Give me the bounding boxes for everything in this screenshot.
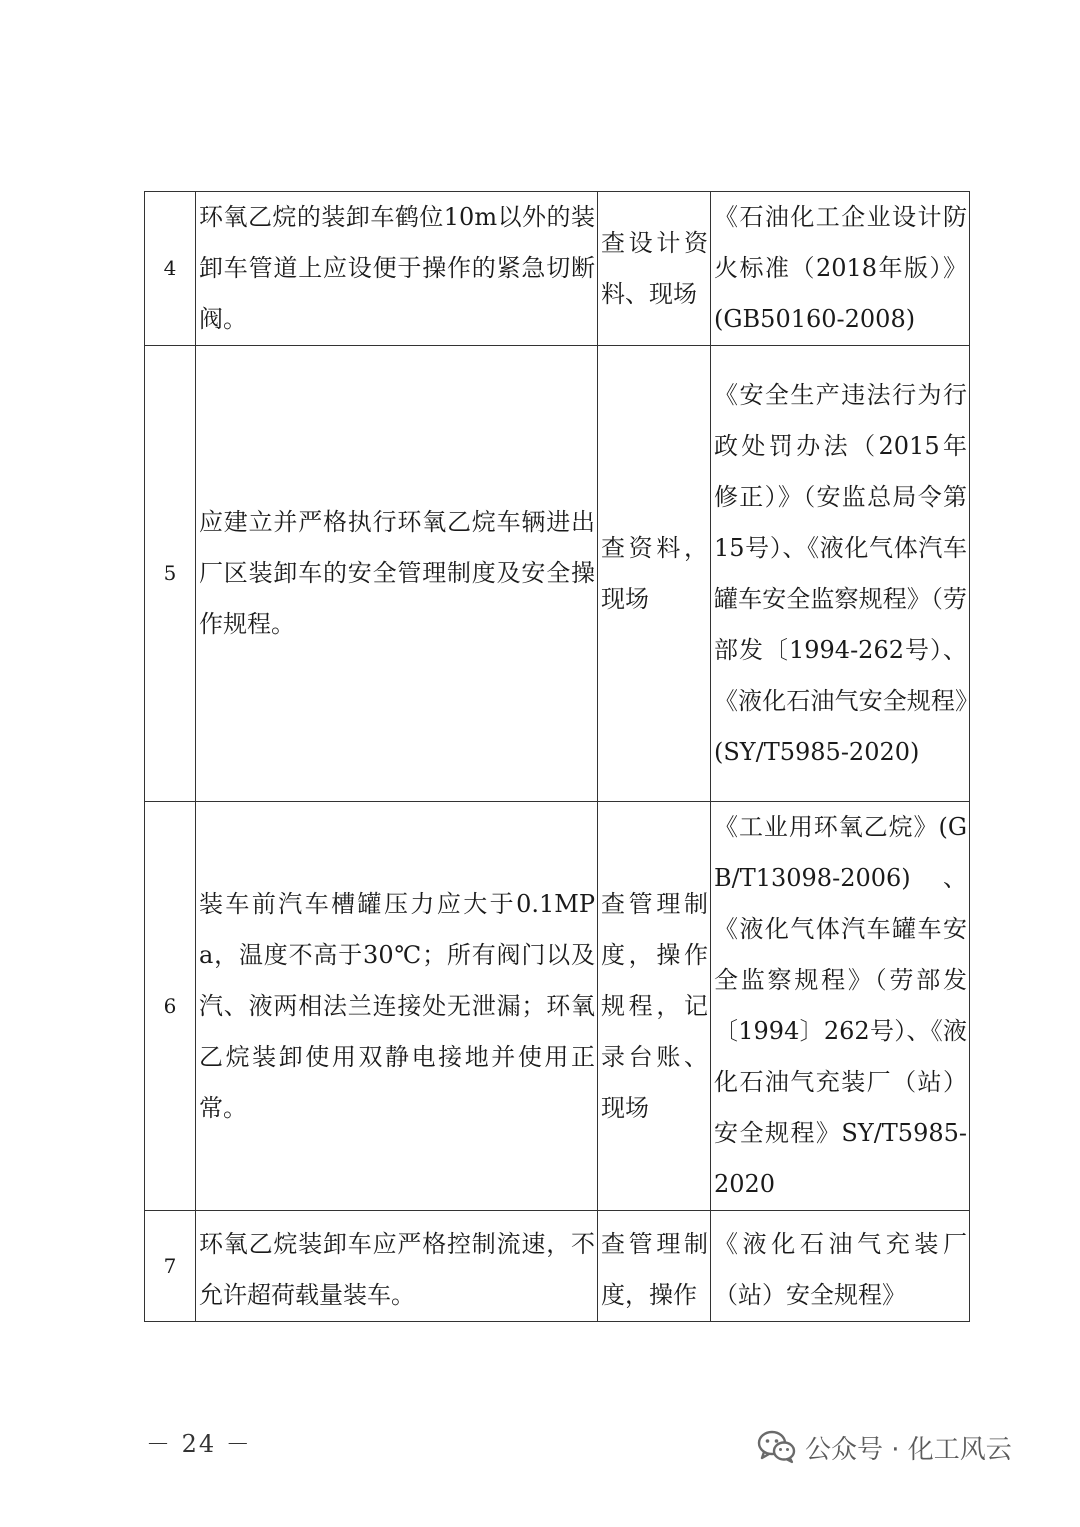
- page-number: － 24 －: [146, 1430, 252, 1458]
- row-number: 5: [145, 346, 196, 802]
- requirement-cell: 环氧乙烷装卸车应严格控制流速，不允许超荷载量装车。: [196, 1211, 598, 1322]
- basis-cell: 《石油化工企业设计防火标准（2018年版）》(GB50160-2008): [711, 192, 970, 346]
- watermark-text: 公众号 · 化工风云: [805, 1434, 1012, 1465]
- row-number: 6: [145, 802, 196, 1211]
- table-row: [145, 1211, 970, 1322]
- basis-cell: 《工业用环氧乙烷》(GB/T13098-2006)、《液化气体汽车罐车安全监察规程》（劳部发〔1994〕262号）、《液化石油气充装厂（站）安全规程》SY/T5985-2020: [711, 802, 970, 1211]
- table-row: [145, 192, 970, 346]
- requirement-cell: 装车前汽车槽罐压力应大于0.1MPa，温度不高于30℃；所有阀门以及汽、液两相法兰连接处无泄漏；环氧乙烷装卸使用双静电接地并使用正常。: [196, 802, 598, 1211]
- row-number: 4: [145, 192, 196, 346]
- table-row: [145, 346, 970, 802]
- inspection-table: [144, 191, 970, 1322]
- method-cell: 查管理制度，操作: [598, 1211, 711, 1322]
- method-cell: 查管理制度，操作规程，记录台账、现场: [598, 802, 711, 1211]
- requirement-cell: 环氧乙烷的装卸车鹤位10m以外的装卸车管道上应设便于操作的紧急切断阀。: [196, 192, 598, 346]
- table-row: [145, 802, 970, 1211]
- wechat-icon: [757, 1430, 797, 1464]
- basis-cell: 《安全生产违法行为行政处罚办法（2015年修正）》（安监总局令第15号）、《液化气体汽车罐车安全监察规程》（劳部发〔1994-262号）、《液化石油气安全规程》(SY/T5985-2020): [711, 346, 970, 802]
- watermark: [757, 1429, 1012, 1465]
- requirement-cell: 应建立并严格执行环氧乙烷车辆进出厂区装卸车的安全管理制度及安全操作规程。: [196, 346, 598, 802]
- method-cell: 查资料，现场: [598, 346, 711, 802]
- basis-cell: 《液化石油气充装厂（站）安全规程》: [711, 1211, 970, 1322]
- row-number: 7: [145, 1211, 196, 1322]
- method-cell: 查设计资料、现场: [598, 192, 711, 346]
